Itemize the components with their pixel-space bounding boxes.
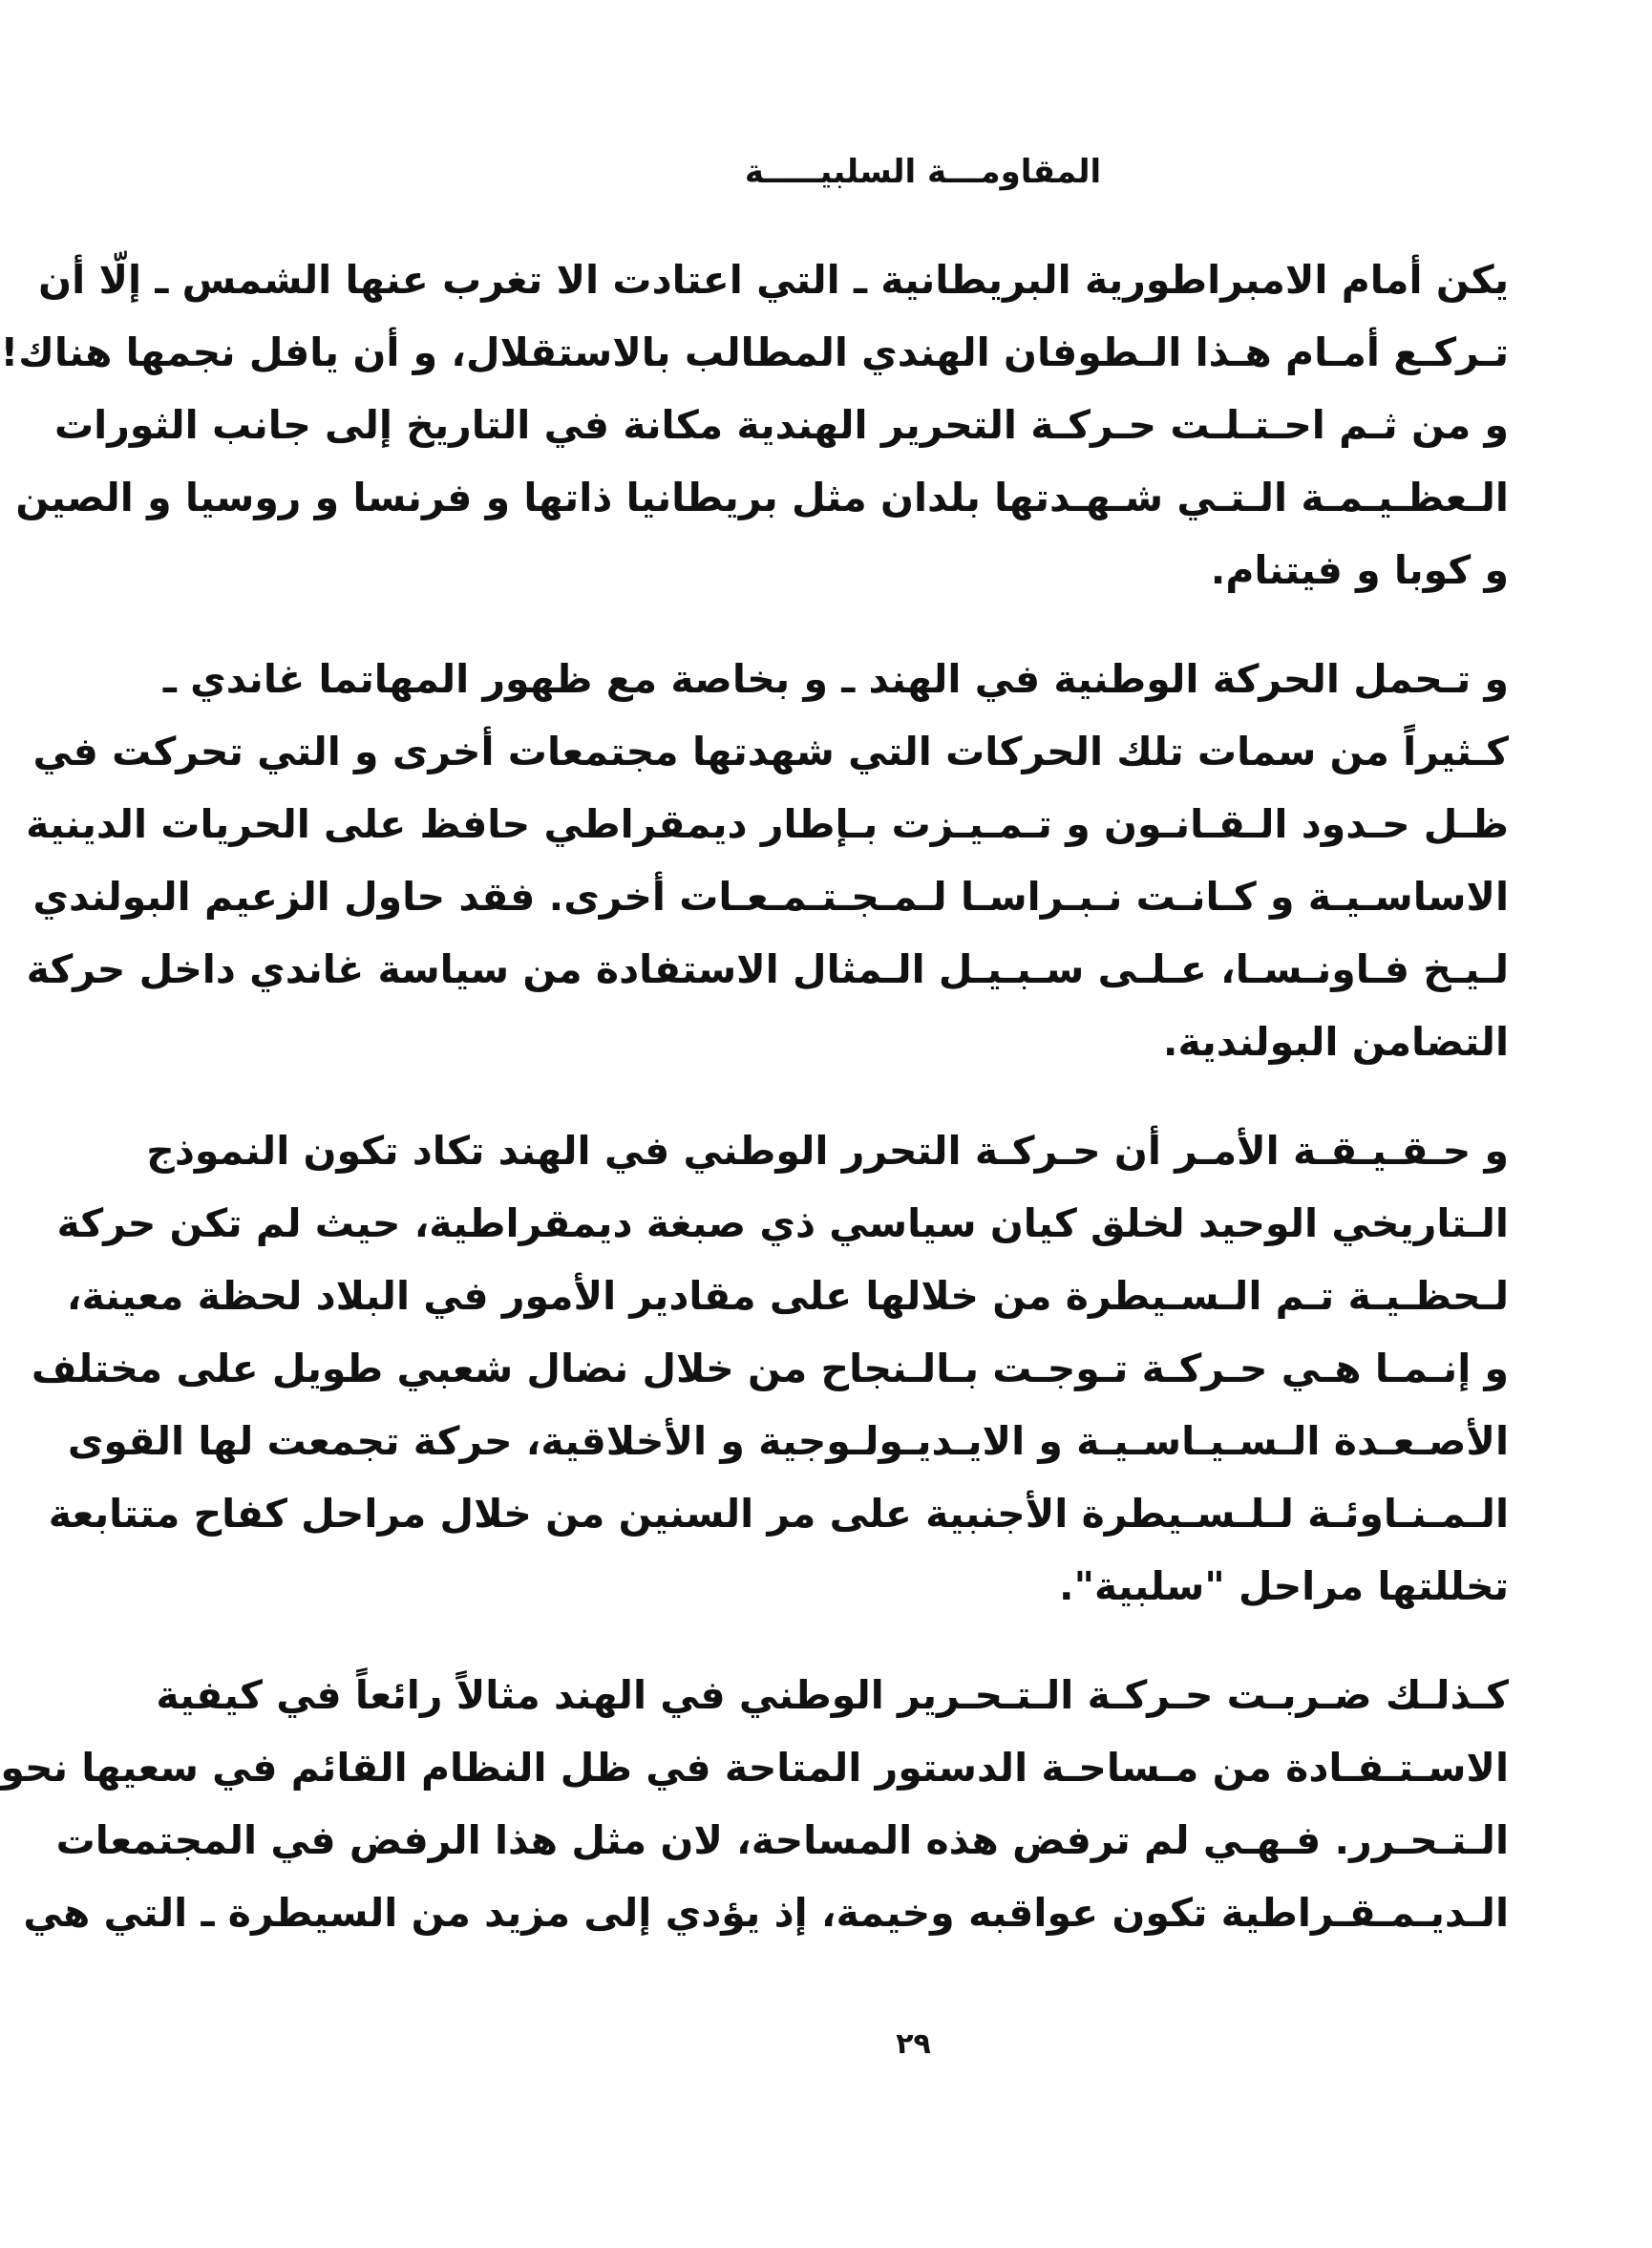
text-line: و كوبا و فيتنام.: [1210, 547, 1509, 593]
text-line: الـمـنـاوئـة لـلـسـيطرة الأجنبية على مر السنين من خلال مراحل كفاح متتابعة: [48, 1491, 1509, 1537]
paragraph-4: [0, 1659, 1509, 1949]
text-line: ظـل حـدود الـقـانـون و تـمـيـزت بـإطار ديمقراطي حافظ على الحريات الدينية: [26, 801, 1509, 847]
body-text: [0, 244, 1509, 1985]
text-line: كـذلـك ضـربـت حـركـة الـتـحـرير الوطني في الهند مثالاً رائعاً في كيفية: [156, 1672, 1509, 1718]
text-line: الاسـتـفـادة من مـساحـة الدستور المتاحة في ظل النظام القائم في سعيها نحو: [0, 1745, 1509, 1791]
text-line: الـتـحـرر. فـهـي لم ترفض هذه المساحة، لان مثل هذا الرفض في المجتمعات: [55, 1817, 1509, 1863]
text-line: تـركـع أمـام هـذا الـطوفان الهندي المطالب بالاستقلال، و أن يافل نجمها هناك!: [0, 329, 1509, 375]
text-line: و حـقـيـقـة الأمـر أن حـركـة التحرر الوطني في الهند تكاد تكون النموذج: [146, 1128, 1509, 1174]
running-header: المقاومـــة السلبيـــــة: [744, 153, 1102, 191]
text-line: لـيـخ فـاونـسـا، عـلـى سـبـيـل الـمثال الاستفادة من سياسة غاندي داخل حركة: [26, 946, 1509, 992]
text-line: و من ثـم احـتـلـت حـركـة التحرير الهندية مكانة في التاريخ إلى جانب الثورات: [53, 402, 1509, 448]
text-line: يكن أمام الامبراطورية البريطانية ـ التي اعتادت الا تغرب عنها الشمس ـ إلّا أن: [38, 257, 1509, 303]
text-line: كـثيراً من سمات تلك الحركات التي شهدتها مجتمعات أخرى و التي تحركت في: [32, 729, 1509, 774]
paragraph-3: [31, 1114, 1509, 1622]
paragraph-1: [0, 244, 1509, 606]
text-line: لـحظـيـة تـم الـسـيطرة من خلالها على مقادير الأمور في البلاد لحظة معينة،: [66, 1273, 1509, 1319]
text-line: تخللتها مراحل "سلبية".: [1059, 1563, 1509, 1609]
text-line: و تـحمل الحركة الوطنية في الهند ـ و بخاصة مع ظهور المهاتما غاندي ـ: [162, 656, 1509, 702]
page-number: ٢٩: [896, 2027, 931, 2061]
text-line: الـديـمـقـراطية تكون عواقبه وخيمة، إذ يؤدي إلى مزيد من السيطرة ـ التي هي: [23, 1890, 1509, 1936]
text-line: و إنـمـا هـي حـركـة تـوجـت بـالـنجاح من خلال نضال شعبي طويل على مختلف: [31, 1346, 1509, 1391]
text-line: التضامن البولندية.: [1162, 1019, 1509, 1065]
paragraph-2: [26, 643, 1509, 1078]
text-line: الأصـعـدة الـسـيـاسـيـة و الايـديـولـوجية و الأخلاقية، حركة تجمعت لها القوى: [67, 1418, 1509, 1464]
text-line: الـعظـيـمـة الـتـي شـهـدتها بلدان مثل بريطانيا ذاتها و فرنسا و روسيا و الصين: [15, 475, 1509, 520]
text-line: الـتاريخي الوحيد لخلق كيان سياسي ذي صبغة ديمقراطية، حيث لم تكن حركة: [56, 1200, 1509, 1246]
text-line: الاساسـيـة و كـانـت نـبـراسـا لـمـجـتـمـعـات أخرى. فقد حاول الزعيم البولندي: [32, 874, 1509, 920]
